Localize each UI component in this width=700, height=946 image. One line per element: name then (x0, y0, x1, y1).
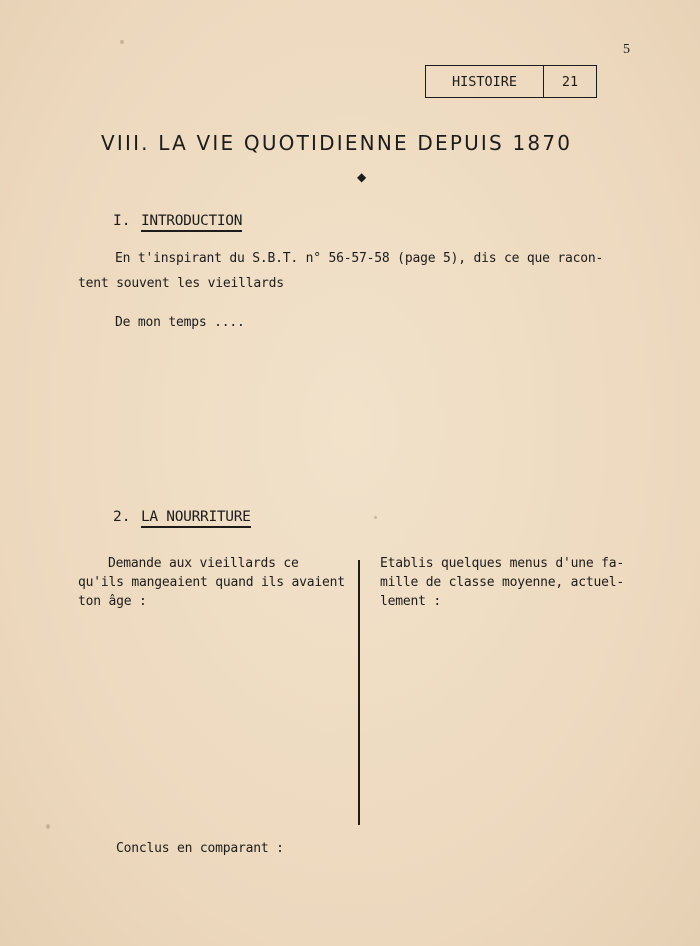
right-column-line: Etablis quelques menus d'une fa- (380, 556, 625, 571)
section-number: I. (113, 213, 131, 229)
subject-label: HISTOIRE (426, 66, 544, 97)
right-column-line: mille de classe moyenne, actuel- (380, 575, 625, 590)
page-title: VIII. LA VIE QUOTIDIENNE DEPUIS 1870 (101, 131, 573, 155)
paper-stain (46, 824, 50, 829)
paper-stain (374, 516, 377, 519)
intro-paragraph-line: tent souvent les vieillards (78, 276, 284, 291)
conclusion-prompt: Conclus en comparant : (116, 841, 284, 856)
intro-prompt: De mon temps .... (115, 315, 245, 330)
diamond-icon: ◆ (357, 170, 367, 184)
left-column-line: qu'ils mangeaient quand ils avaient (78, 575, 345, 590)
lesson-number: 21 (561, 73, 579, 90)
page-number: 5 (623, 42, 630, 57)
left-column-line: Demande aux vieillards ce (108, 556, 299, 571)
section-heading-nourriture: LA NOURRITURE (141, 509, 251, 528)
subject-header-box (425, 65, 597, 98)
column-divider (358, 560, 360, 825)
left-column-line: ton âge : (78, 594, 147, 609)
section-number: 2. (113, 509, 131, 525)
paper-stain (120, 40, 124, 44)
right-column-line: lement : (380, 594, 442, 609)
intro-paragraph-line: En t'inspirant du S.B.T. n° 56-57-58 (page 5), dis ce que racon- (115, 251, 604, 266)
section-heading-introduction: INTRODUCTION (141, 213, 242, 232)
